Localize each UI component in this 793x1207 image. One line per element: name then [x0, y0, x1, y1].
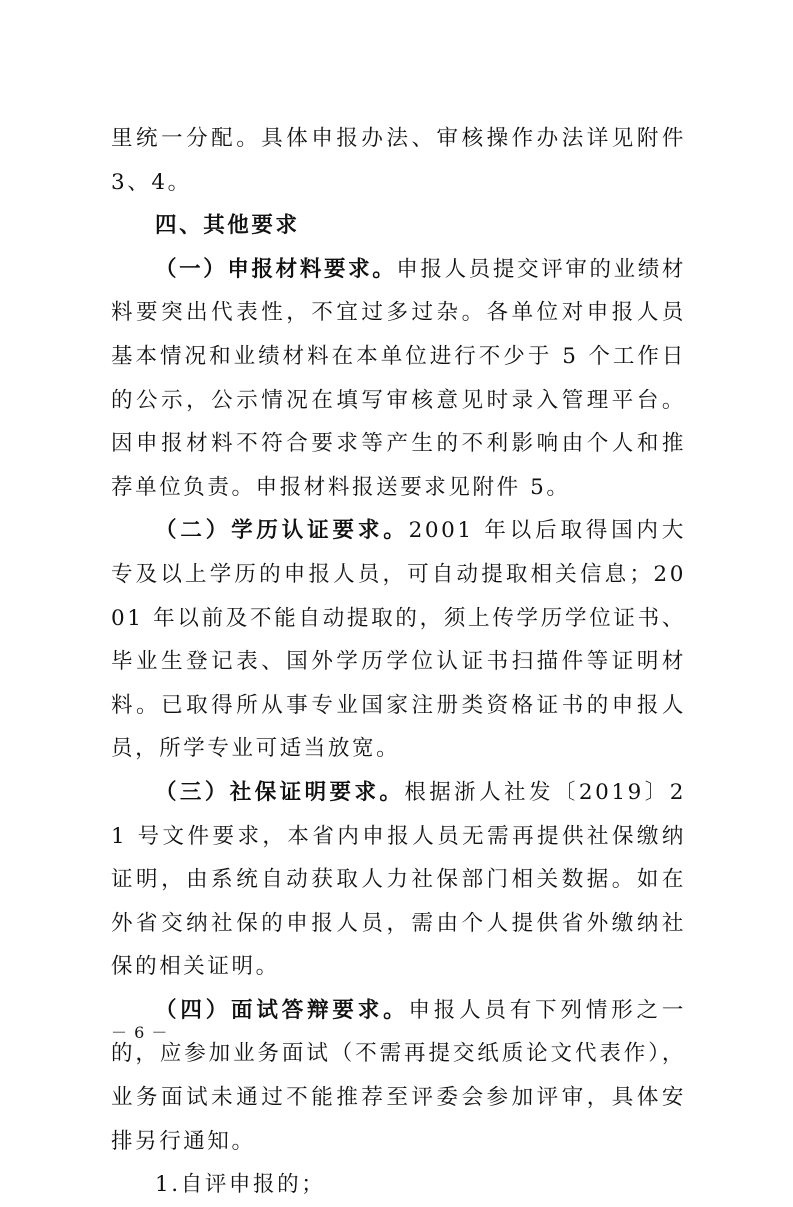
paragraph-lead: （一）申报材料要求。	[155, 256, 397, 282]
section-heading-text: 四、其他要求	[155, 213, 300, 239]
document-body	[111, 117, 686, 1207]
paragraph-lead: （二）学历认证要求。	[155, 518, 409, 544]
paragraph-text: 2001 年以后取得国内大专及以上学历的申报人员，可自动提取相关信息；2001 年以前及不能自动提取的，须上传学历学位证书、毕业生登记表、国外学历学位认证书扫描件等证明材料。已取得所从事专业国家注册类资格证书的申报人员，所学专业可适当放宽。	[111, 518, 686, 762]
list-item-text: 1.自评申报的；	[155, 1172, 326, 1198]
paragraph-social-security	[111, 771, 686, 989]
paragraph-lead: （三）社保证明要求。	[155, 779, 405, 805]
paragraph-continuation	[111, 117, 686, 204]
paragraph-interview	[111, 989, 686, 1163]
paragraph-lead: （四）面试答辩要求。	[155, 997, 409, 1023]
section-heading	[111, 204, 686, 248]
paragraph-text: 申报人员有下列情形之一的，应参加业务面试（不需再提交纸质论文代表作），业务面试未通过不能推荐至评委会参加评审，具体安排另行通知。	[111, 997, 686, 1154]
paragraph-text: 根据浙人社发〔2019〕21 号文件要求，本省内申报人员无需再提供社保缴纳证明，由系统自动获取人力社保部门相关数据。如在外省交纳社保的申报人员，需由个人提供省外缴纳社保的相关证明。	[111, 779, 686, 980]
paragraph-text: 申报人员提交评审的业绩材料要突出代表性，不宜过多过杂。各单位对申报人员基本情况和业绩材料在本单位进行不少于 5 个工作日的公示，公示情况在填写审核意见时录入管理平台。因申报材料不符合要求等产生的不利影响由个人和推荐单位负责。申报材料报送要求见附件 5。	[111, 256, 686, 500]
paragraph-application-materials	[111, 248, 686, 510]
paragraph-text: 里统一分配。具体申报办法、审核操作办法详见附件 3、4。	[111, 126, 686, 195]
list-item	[111, 1163, 686, 1207]
paragraph-education-verification	[111, 509, 686, 771]
page-number: － 6 －	[111, 1023, 169, 1042]
